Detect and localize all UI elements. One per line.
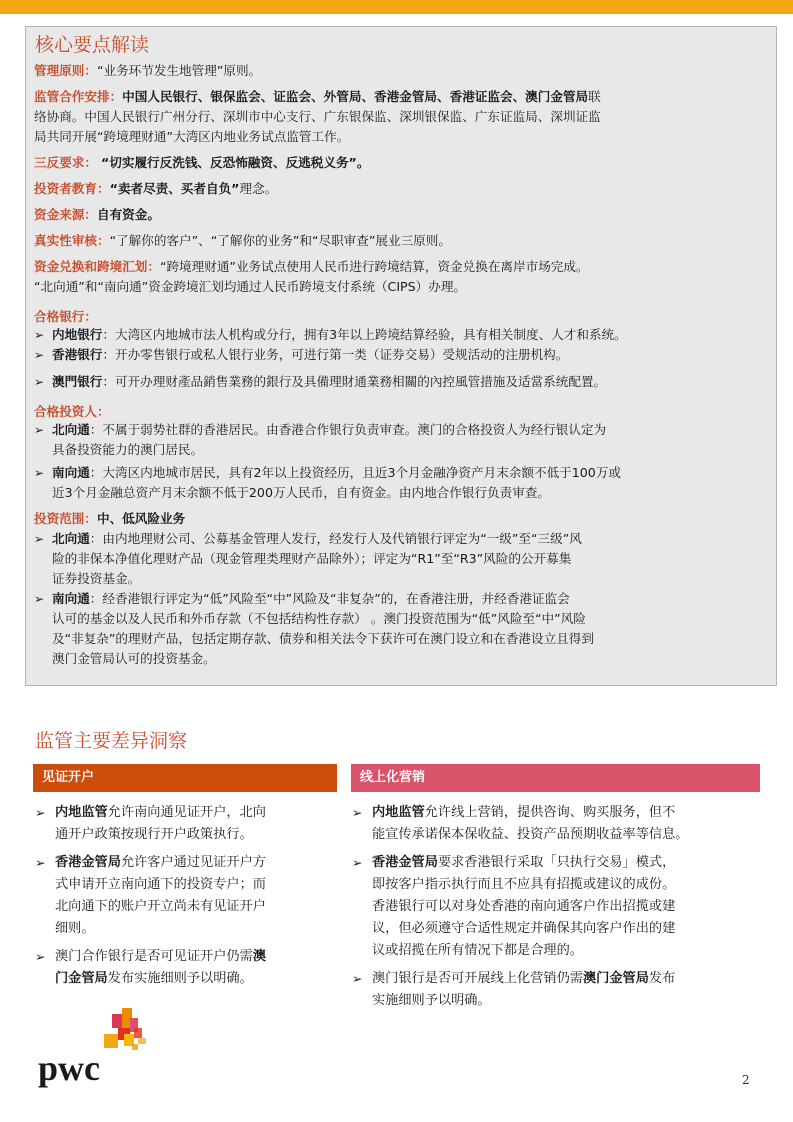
arrow-bullet-icon: ➢ (35, 855, 46, 870)
list-item: ➢ 香港金管局允许客户通过见证开户方 式申请开立南向通下的投资专户；而 北向通下的账户开立尚未有见证开户 细则。 (35, 852, 335, 940)
arrow-bullet-icon: ➢ (34, 328, 45, 342)
list-item: ➢ 内地监管允许南向通见证开户，北向 通开户政策按现行开户政策执行。 (35, 802, 335, 846)
list-item: ➢ 澳门合作银行是否可见证开户仍需澳 门金管局发布实施细则予以明确。 (35, 946, 335, 990)
bank-item-macau: ➢ 澳門银行：可开办理财產品銷售業務的銀行及具備理財通業務相關的內控風管措施及适當系统配置。 (34, 372, 774, 402)
page-number: 2 (742, 1073, 750, 1087)
investor-item-southbound: ➢ 南向通：大湾区内地城市居民，具有2年以上投资经历，且近3个月金融净资产月末余额不低于100万或 近3个月金融总资产月末余额不低于200万人民币，自有资金。由内地合作银行负责审查。 (34, 465, 622, 500)
qualified-investors-label: 合格投资人： (34, 404, 110, 419)
online-marketing-column (352, 802, 762, 1018)
authenticity-review: 真实性审核：“了解你的客户”、“了解你的业务”和“尽职审查”展业三原则。 (34, 233, 451, 248)
key-points-content (34, 61, 774, 669)
qualified-banks-label: 合格银行： (34, 309, 97, 324)
differences-title: 监管主要差异洞察 (35, 730, 188, 752)
list-item: ➢ 澳门银行是否可开展线上化营销仍需澳门金管局发布 实施细则予以明确。 (352, 968, 762, 1012)
arrow-bullet-icon: ➢ (34, 592, 45, 606)
regulatory-cooperation: 监管合作安排：中国人民银行、银保监会、证监会、外管局、香港金管局、香港证监会、澳门金管局联 络协商。中国人民银行广州分行、深圳市中心支行、广东银保监、深圳银保监、广东证监局、深圳证监 局共同开展“跨境理财通”大湾区内地业务试点监管工作。 (34, 89, 601, 144)
key-points-title: 核心要点解读 (35, 34, 150, 56)
witness-account-column (35, 802, 335, 996)
scope-item-northbound: ➢ 北向通：由内地理财公司、公募基金管理人发行，经发行人及代销银行评定为“一级”至“三级”风 险的非保本净值化理财产品（现金管理类理财产品除外）；评定为“R1”至“R3”风险的公开募集 证券投资基金。 (34, 531, 582, 586)
column-header-witness-account: 见证开户 (33, 764, 337, 792)
list-item: ➢ 香港金管局要求香港银行采取「只执行交易」模式， 即按客户指示执行而且不应具有招揽或建议的成份。 香港银行可以对身处香港的南向通客户作出招揽或建 议，但必须遵守合适性规定并确保其向客户作出的建 议或招揽在所有情况下都是合理的。 (352, 852, 762, 962)
arrow-bullet-icon: ➢ (352, 971, 363, 986)
bank-item-hongkong: ➢ 香港银行：开办零售银行或私人银行业务，可进行第一类（证券交易）受规活动的注册机构。 (34, 345, 774, 365)
arrow-bullet-icon: ➢ (352, 805, 363, 820)
column-header-online-marketing: 线上化营销 (351, 764, 760, 792)
arrow-bullet-icon: ➢ (34, 532, 45, 546)
arrow-bullet-icon: ➢ (34, 423, 45, 437)
management-principle: 管理原则：“业务环节发生地管理”原则。 (34, 63, 262, 78)
key-points-box (25, 26, 777, 686)
top-accent-bar (0, 0, 793, 14)
pwc-logo (34, 1004, 154, 1088)
arrow-bullet-icon: ➢ (352, 855, 363, 870)
pwc-logo-text: pwc (38, 1048, 100, 1088)
arrow-bullet-icon: ➢ (34, 466, 45, 480)
scope-item-southbound: ➢ 南向通：经香港银行评定为“低”风险至“中”风险及“非复杂”的，在香港注册，并经香港证监会 认可的基金以及人民币和外币存款（不包括结构性存款） 。澳门投资范围为“低”风险至“中”风险 及“非复杂”的理财产品，包括定期存款、债券和相关法令下获许可在澳门设立和在香港设立且得到 澳门金管局认可的投资基金。 (34, 591, 594, 666)
arrow-bullet-icon: ➢ (34, 375, 45, 389)
investor-education: 投资者教育：“卖者尽责、买者自负”理念。 (34, 181, 278, 196)
fx-and-remittance: 资金兑换和跨境汇划：“跨境理财通”业务试点使用人民币进行跨境结算，资金兑换在离岸市场完成。 “北向通”和“南向通”资金跨境汇划均通过人民币跨境支付系统（CIPS）办理。 (34, 259, 589, 294)
arrow-bullet-icon: ➢ (34, 348, 45, 362)
list-item: ➢ 内地监管允许线上营销，提供咨询、购买服务，但不 能宣传承诺保本保收益、投资产品预期收益率等信息。 (352, 802, 762, 846)
fund-source: 资金来源：自有资金。 (34, 207, 160, 222)
arrow-bullet-icon: ➢ (35, 949, 46, 964)
bank-item-mainland: ➢ 内地银行：大湾区内地城市法人机构或分行，拥有3年以上跨境结算经验，具有相关制度、人才和系统。 (34, 325, 774, 345)
pwc-logo-mark (104, 1008, 146, 1050)
arrow-bullet-icon: ➢ (35, 805, 46, 820)
investor-item-northbound: ➢ 北向通：不属于弱势社群的香港居民。由香港合作银行负责审查。澳门的合格投资人为经行银认定为 具备投资能力的澳门居民。 (34, 422, 607, 457)
three-anti-requirements: 三反要求： “切实履行反洗钱、反恐怖融资、反逃税义务”。 (34, 155, 370, 170)
investment-scope-label: 投资范围：中、低风险业务 (34, 511, 186, 526)
